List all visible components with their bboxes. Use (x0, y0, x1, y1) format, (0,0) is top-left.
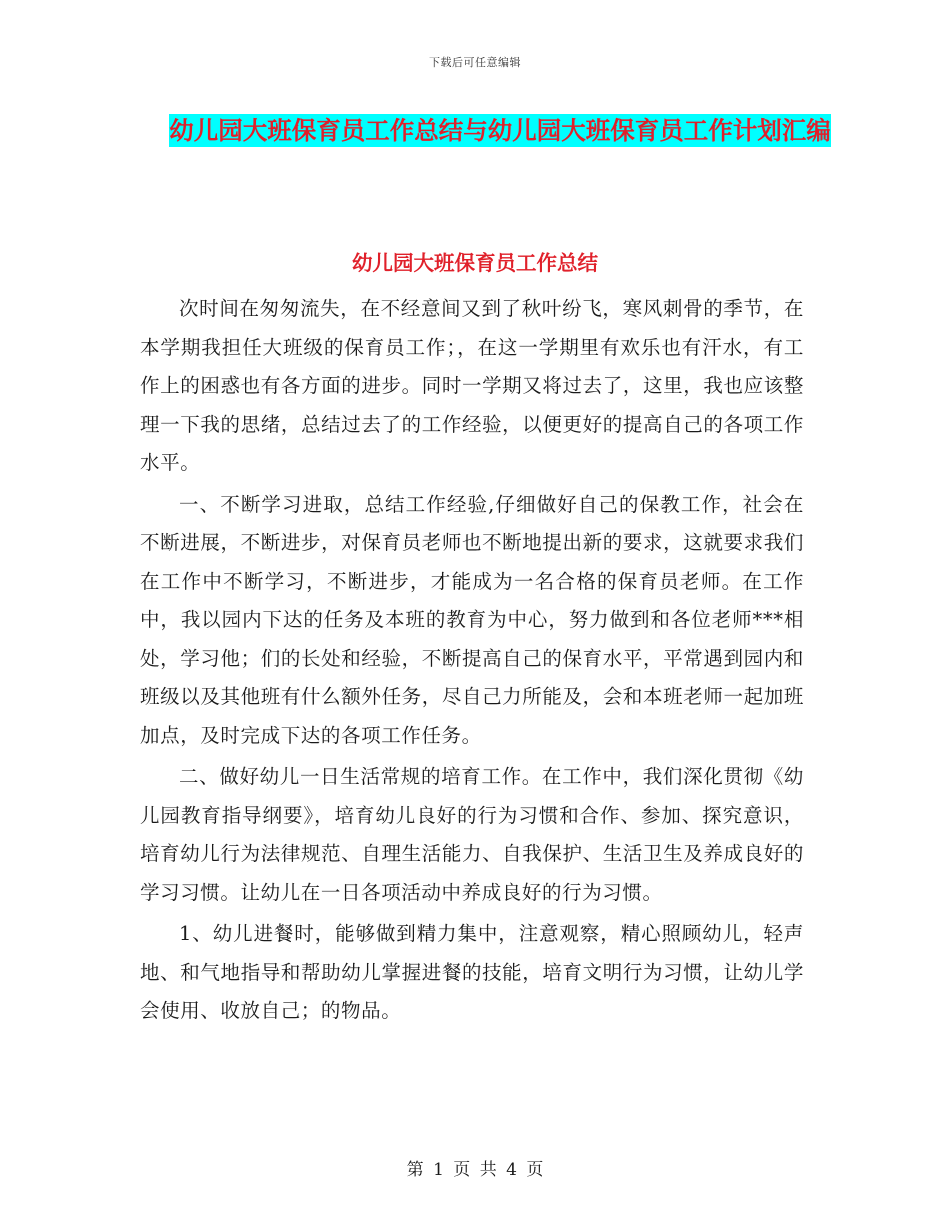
document-title (140, 108, 860, 154)
paragraph: 次时间在匆匆流失，在不经意间又到了秋叶纷飞，寒风刺骨的季节，在本学期我担任大班级的保育员工作；，在这一学期里有欢乐也有汗水，有工作上的困惑也有各方面的进步。同时一学期又将过去了，这里，我也应该整理一下我的思绪，总结过去了的工作经验，以便更好的提高自己的各项工作水平。 (140, 297, 804, 474)
document-title-highlight: 幼儿园大班保育员工作总结与幼儿园大班保育员工作计划汇编 (169, 116, 831, 145)
paragraph: 二、做好幼儿一日生活常规的培育工作。在工作中，我们深化贯彻《幼儿园教育指导纲要》，培育幼儿良好的行为习惯和合作、参加、探究意识，培育幼儿行为法律规范、自理生活能力、自我保护、生活卫生及养成良好的学习习惯。让幼儿在一日各项活动中养成良好的行为习惯。 (140, 765, 804, 904)
paragraph: 一、不断学习进取，总结工作经验,仔细做好自己的保教工作，社会在不断进展，不断进步，对保育员老师也不断地提出新的要求，这就要求我们在工作中不断学习，不断进步，才能成为一名合格的保育员老师。在工作中，我以园内下达的任务及本班的教育为中心，努力做到和各位老师***相处，学习他；们的长处和经验，不断提高自己的保育水平，平常遇到园内和班级以及其他班有什么额外任务，尽自己力所能及，会和本班老师一起加班加点，及时完成下达的各项工作任务。 (140, 492, 804, 747)
header-note: 下载后可任意编辑 (429, 56, 521, 69)
paragraph: 1、幼儿进餐时，能够做到精力集中，注意观察，精心照顾幼儿，轻声地、和气地指导和帮助幼儿掌握进餐的技能，培育文明行为习惯，让幼儿学会使用、收放自己；的物品。 (140, 922, 804, 1022)
body-text (140, 290, 804, 1034)
section-title: 幼儿园大班保育员工作总结 (352, 251, 598, 275)
page-number-footer: 第 1 页 共 4 页 (406, 1160, 544, 1180)
